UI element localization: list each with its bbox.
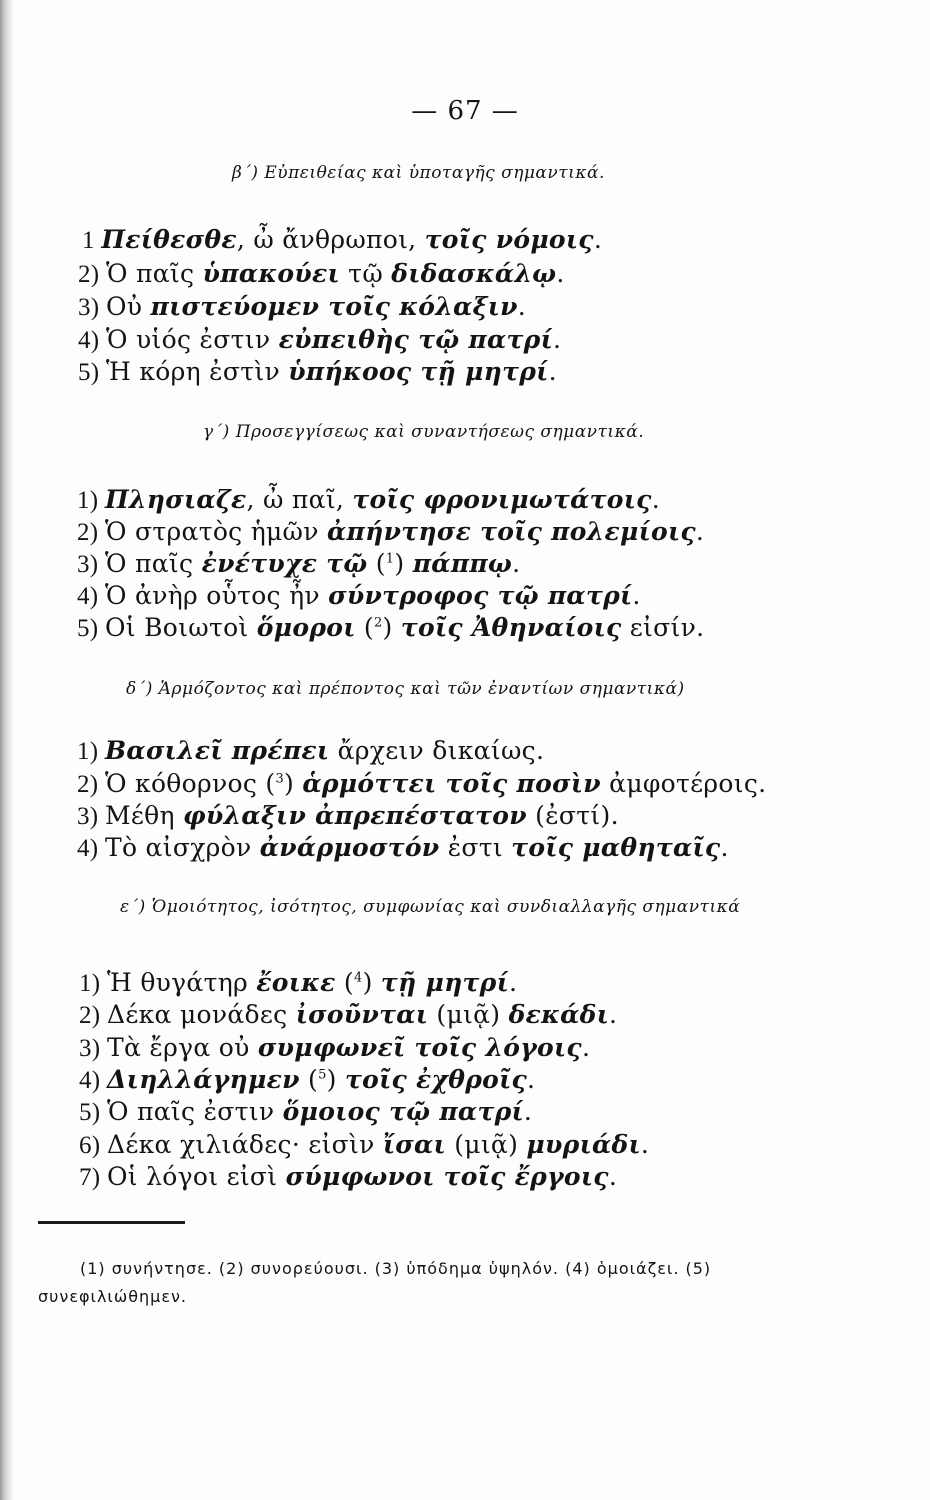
text-run: . [720, 833, 729, 862]
footnote-line-2: συνεφιλιώθημεν. [38, 1287, 188, 1306]
text-run: Ὁ παῖς [104, 549, 202, 578]
emphasized-phrase: τοῖς Ἀθηναίοις [400, 613, 622, 642]
text-run: . [640, 1130, 650, 1159]
text-run: Ὁ παῖς [105, 259, 203, 288]
text-line [77, 801, 619, 831]
text-line [78, 292, 526, 322]
text-run: . [593, 225, 603, 254]
text-run: , ὦ ἄνθρωποι, [236, 225, 425, 254]
text-line [79, 968, 517, 998]
line-number: 3) [77, 803, 105, 830]
text-run: Ὁ ἀνὴρ οὗτος ἦν [104, 581, 329, 610]
text-line [79, 1065, 535, 1095]
footnote-marker: 5 [318, 1067, 327, 1083]
line-number: 2) [79, 1002, 107, 1029]
emphasized-phrase: ἐνέτυχε τῷ [201, 549, 368, 578]
text-run: ) [284, 769, 303, 798]
text-run: . [695, 517, 705, 546]
line-number: 3) [79, 1035, 107, 1062]
text-run: (μιᾷ) [445, 1130, 527, 1159]
text-run: . [527, 1065, 536, 1094]
text-run: . [608, 1162, 618, 1191]
text-run: . [581, 1033, 591, 1062]
text-run: Οἱ λόγοι εἰσὶ [106, 1162, 286, 1191]
line-number: 5) [78, 359, 106, 386]
emphasized-phrase: ἀνάρμοστόν [259, 833, 440, 862]
emphasized-phrase: ὑπακούει [202, 259, 340, 288]
text-run: . [517, 292, 527, 321]
emphasized-phrase: τοῖς φρονιμωτάτοις [352, 485, 652, 514]
page-number: — 67 — [411, 96, 519, 126]
text-run: . [553, 325, 562, 354]
emphasized-phrase: ὅμοιος τῷ πατρί [282, 1097, 524, 1126]
emphasized-phrase: ἔοικε [256, 968, 336, 997]
text-run: (ἐστί). [526, 801, 619, 830]
text-line [77, 833, 729, 863]
footnote-marker: 3 [275, 771, 285, 787]
line-number: 4) [77, 583, 105, 610]
line-number: 5) [79, 1099, 107, 1126]
line-number: 5) [77, 615, 105, 642]
page-edge-shadow [0, 0, 14, 1500]
emphasized-phrase: μυριάδι [526, 1130, 641, 1159]
text-line [79, 1033, 590, 1063]
text-run: ) [326, 1065, 345, 1094]
text-run: Δέκα μονάδες [106, 1000, 296, 1029]
text-run: . [556, 259, 565, 288]
text-run: . [651, 485, 660, 514]
line-number: 1) [79, 970, 107, 997]
text-line [77, 769, 766, 799]
text-run: Τὸ αἰσχρὸν [104, 833, 260, 862]
text-line [77, 581, 641, 611]
emphasized-phrase: Βασιλεῖ πρέπει [104, 736, 330, 765]
text-run: Ἡ κόρη ἐστὶν [105, 357, 289, 386]
footnote-rule [38, 1221, 185, 1224]
emphasized-phrase: Πείθεσθε [101, 225, 237, 254]
emphasized-phrase: τοῖς ἐχθροῖς [344, 1065, 528, 1094]
emphasized-phrase: σύμφωνοι τοῖς ἔργοις [285, 1162, 609, 1191]
text-line [79, 1097, 532, 1127]
text-run: ( [355, 613, 374, 642]
emphasized-phrase: ἁρμόττει τοῖς ποσὶν [302, 769, 601, 798]
text-line [77, 613, 704, 643]
text-run: Ὁ υἱός ἐστιν [105, 325, 279, 354]
section-heading-gamma: γ΄) Προσεγγίσεως καὶ συναντήσεως σημαντικά. [203, 422, 645, 442]
text-run: Οἱ Βοιωτοὶ [104, 613, 257, 642]
text-run: Ὁ στρατὸς ἡμῶν [104, 517, 327, 546]
section-heading-epsilon: ε΄) Ὁμοιότητος, ἰσότητος, συμφωνίας καὶ συνδιαλλαγῆς σημαντικά [120, 897, 741, 917]
line-number: 1) [77, 487, 105, 514]
line-number: 4) [77, 835, 105, 862]
footnote-marker: 2 [373, 615, 383, 631]
text-run: Δέκα χιλιάδες· εἰσὶν [106, 1130, 383, 1159]
emphasized-phrase: φύλαξιν ἀπρεπέστατον [183, 801, 527, 830]
emphasized-phrase: δεκάδι [508, 1000, 610, 1029]
emphasized-phrase: τοῖς νόμοις [424, 225, 594, 254]
footnote-marker: 4 [353, 970, 363, 986]
emphasized-phrase: ἴσαι [382, 1130, 446, 1159]
emphasized-phrase: Πλησιαζε [104, 485, 247, 514]
text-run: Ὁ παῖς ἐστιν [106, 1097, 283, 1126]
text-run: . [523, 1097, 533, 1126]
text-run: ( [335, 968, 354, 997]
text-run: ( [299, 1065, 319, 1094]
line-number: 1 [82, 227, 102, 254]
text-run: τῷ [339, 259, 392, 288]
line-number: 4) [78, 327, 106, 354]
text-line [79, 1130, 649, 1160]
text-run: ἄρχειν δικαίως. [329, 736, 545, 765]
line-number: 2) [77, 771, 105, 798]
text-run: . [609, 1000, 618, 1029]
text-run: Ὁ κόθορνος ( [104, 769, 276, 798]
emphasized-phrase: συμφωνεῖ τοῖς λόγοις [257, 1033, 582, 1062]
footnote-line-1: (1) συνήντησε. (2) συνορεύουσι. (3) ὑπόδημα ὑψηλόν. (4) ὁμοιάζει. (5) [80, 1259, 712, 1278]
text-line [77, 736, 544, 766]
line-number: 3) [77, 551, 105, 578]
section-heading-delta: δ΄) Ἁρμόζοντος καὶ πρέποντος καὶ τῶν ἐναντίων σημαντικά) [126, 679, 685, 699]
text-line [78, 357, 557, 387]
text-line [78, 259, 565, 289]
emphasized-phrase: πιστεύομεν τοῖς κόλαξιν [150, 292, 518, 321]
text-run: . [509, 968, 518, 997]
line-number: 4) [79, 1067, 107, 1094]
text-run: (μιᾷ) [428, 1000, 509, 1029]
text-line [79, 1162, 617, 1192]
line-number: 1) [77, 738, 105, 765]
emphasized-phrase: σύντροφος τῷ πατρί [328, 581, 633, 610]
emphasized-phrase: Διηλλάγημεν [106, 1065, 300, 1094]
emphasized-phrase: εὐπειθὴς τῷ πατρί [278, 325, 554, 354]
line-number: 2) [78, 261, 106, 288]
text-run: . [512, 549, 521, 578]
section-heading-beta: β΄) Εὐπειθείας καὶ ὑποταγῆς σημαντικά. [232, 163, 605, 183]
line-number: 7) [79, 1164, 107, 1191]
text-line [77, 485, 660, 515]
text-line [79, 1000, 617, 1030]
emphasized-phrase: ὅμοροι [256, 613, 356, 642]
text-line [77, 549, 520, 579]
text-run: ( [367, 549, 386, 578]
text-run: ) [382, 613, 401, 642]
text-run: ἐστι [439, 833, 512, 862]
emphasized-phrase: πάππῳ [412, 549, 513, 578]
emphasized-phrase: τοῖς μαθηταῖς [511, 833, 721, 862]
emphasized-phrase: ὑπήκοος τῇ μητρί [288, 357, 549, 386]
footnote-marker: 1 [385, 551, 395, 567]
emphasized-phrase: ἰσοῦνται [295, 1000, 429, 1029]
text-run: ) [394, 549, 413, 578]
text-run: Οὐ [105, 292, 151, 321]
emphasized-phrase: διδασκάλῳ [391, 259, 557, 288]
emphasized-phrase: τῇ μητρί [380, 968, 509, 997]
text-run: Τὰ ἔργα οὐ [106, 1033, 258, 1062]
line-number: 3) [78, 294, 106, 321]
text-line [77, 517, 704, 547]
text-run: εἰσίν. [621, 613, 705, 642]
text-line [82, 225, 602, 255]
text-run: . [548, 357, 557, 386]
text-run: Ἡ θυγάτηρ [106, 968, 257, 997]
line-number: 6) [79, 1132, 107, 1159]
text-run: . [632, 581, 641, 610]
text-run: ἀμφοτέροις. [600, 769, 767, 798]
line-number: 2) [77, 519, 105, 546]
emphasized-phrase: ἀπήντησε τοῖς πολεμίοις [326, 517, 696, 546]
text-run: , ὦ παῖ, [246, 485, 353, 514]
text-run: ) [362, 968, 381, 997]
text-line [78, 325, 561, 355]
text-run: Μέθη [104, 801, 184, 830]
